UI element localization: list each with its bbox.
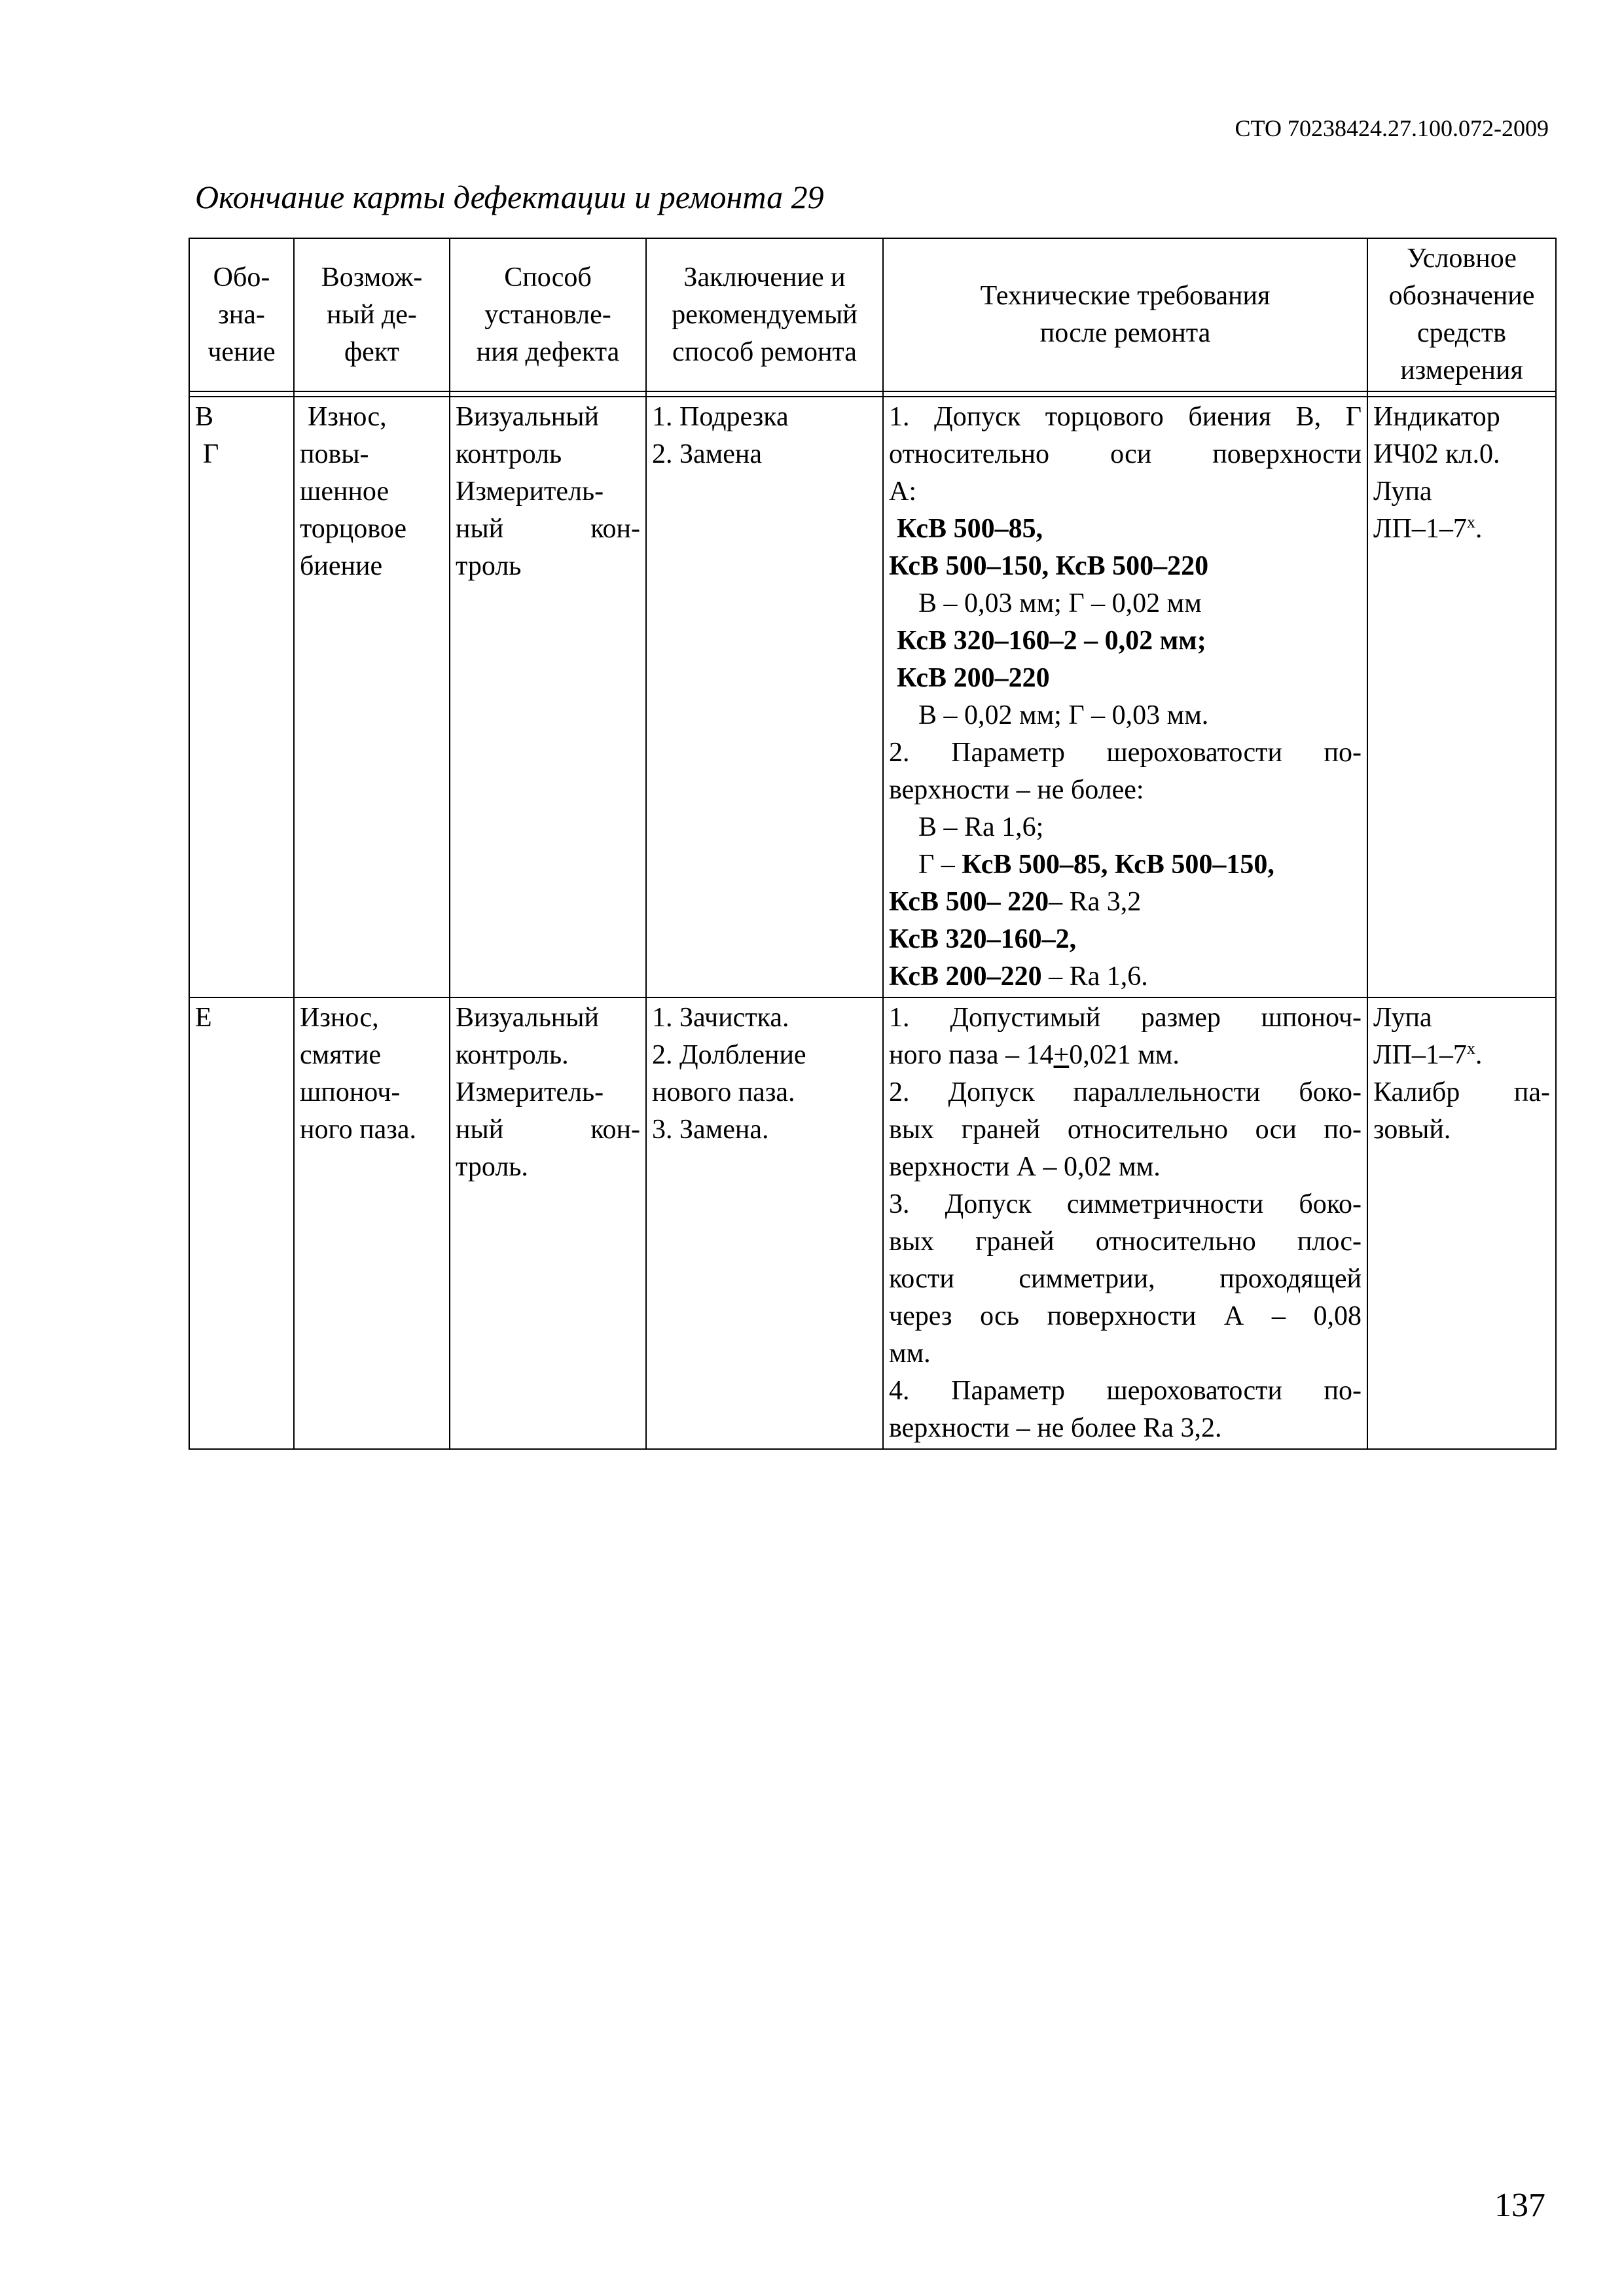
header-repair-method: Заключение и рекомендуемый способ ремонта: [646, 238, 883, 391]
table-caption: Окончание карты дефектации и ремонта 29: [195, 179, 824, 215]
defect-repair-table: [189, 238, 1557, 1450]
cell-designation: Е: [189, 997, 294, 1449]
cell-measuring-instruments: Индикатор ИЧ02 кл.0. Лупа $ЛП-1-7^х$.: [1367, 397, 1556, 997]
header-double-rule: [189, 391, 1556, 397]
table-row: [189, 997, 1556, 1449]
cell-technical-requirements: 1. Допустимый размер шпоноч- ного паза – 14+0,021 мм. 2. Допуск параллельности боко- вых граней относительно оси по- верхности А – 0,02 мм. 3. Допуск симметричности боко- вых граней относительно плос- кости симметрии, проходящей через ось поверхности А – 0,08 мм. 4. Параметр шероховатости по- верхности – не более Ra 3,2.: [883, 997, 1367, 1449]
cell-technical-requirements: 1. Допуск торцового биения В, Г относительно оси поверхности А: КсВ 500–85, КсВ 500–150, КсВ 500–220 В – 0,03 мм; Г – 0,02 мм КсВ 320–160–2 – 0,02 мм; КсВ 200–220 В – 0,02 мм; Г – 0,03 мм. 2. Параметр шероховатости по- верхности – не более: В – Ra 1,6; Г – КсВ 500–85, КсВ 500–150, КсВ 500– 220– Ra 3,2 КсВ 320–160–2, КсВ 200–220 – Ra 1,6.: [883, 397, 1367, 997]
cell-repair-method: 1. Подрезка 2. Замена: [646, 397, 883, 997]
table-row: [189, 397, 1556, 997]
cell-defect: Износ, повы- шенное торцовое биение: [294, 397, 450, 997]
cell-detection-method: Визуальный контроль Измеритель- ный кон- троль: [450, 397, 646, 997]
header-detection-method: Способ установле- ния дефекта: [450, 238, 646, 391]
cell-detection-method: Визуальный контроль. Измеритель- ный кон- троль.: [450, 997, 646, 1449]
cell-measuring-instruments: Лупа $ЛП-1-7^х$. Калибр па- зовый.: [1367, 997, 1556, 1449]
cell-defect: Износ, смятие шпоноч- ного паза.: [294, 997, 450, 1449]
header-technical-requirements: Технические требования после ремонта: [883, 238, 1367, 391]
header-designation: Обо- зна- чение: [189, 238, 294, 391]
document-code: СТО 70238424.27.100.072-2009: [1235, 115, 1549, 141]
table-header-row: [189, 238, 1556, 391]
header-defect: Возмож- ный де- фект: [294, 238, 450, 391]
cell-repair-method: 1. Зачистка. 2. Долбление нового паза. 3. Замена.: [646, 997, 883, 1449]
cell-designation: В Г: [189, 397, 294, 997]
page-number: 137: [1494, 2187, 1545, 2224]
header-measuring-instruments: Условное обозначение средств измерения: [1367, 238, 1556, 391]
